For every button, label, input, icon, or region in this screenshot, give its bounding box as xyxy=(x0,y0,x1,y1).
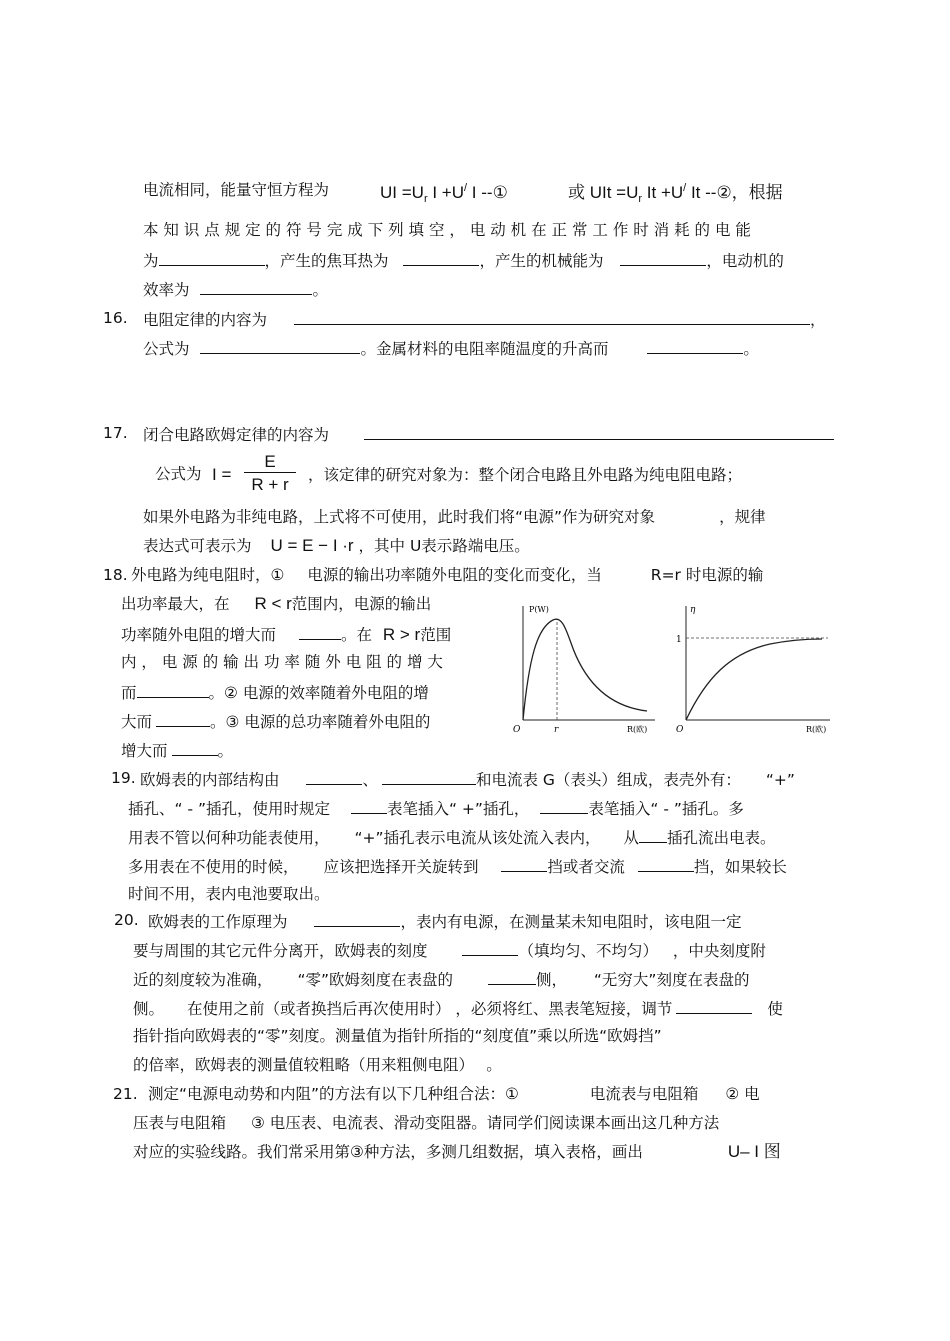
blank-efficiency-trend[interactable] xyxy=(156,710,210,727)
origin-label: O xyxy=(676,725,684,735)
text: ，必须将红、黑表笔短接，调节 xyxy=(455,1000,673,1018)
blank-jack[interactable] xyxy=(639,826,667,843)
q20-line2 xyxy=(133,939,766,961)
text: 。 xyxy=(217,742,234,760)
eq-part: I +U xyxy=(432,183,464,202)
blank-power-trend-1[interactable] xyxy=(299,623,341,640)
q17-line3 xyxy=(143,507,766,527)
blank-joule-heat[interactable] xyxy=(403,249,479,266)
text: 效率为 xyxy=(143,281,190,299)
q21-line1 xyxy=(148,1084,760,1104)
text: 。 xyxy=(312,281,328,299)
text: 公式为 xyxy=(143,340,190,358)
text: ，产生的焦耳热为 xyxy=(264,252,389,270)
text: 插孔、“ - ”插孔，使用时规定 xyxy=(128,800,331,818)
r-mark-label: r xyxy=(554,725,559,735)
q18-line2 xyxy=(121,594,431,614)
text: 而 xyxy=(121,684,137,702)
eq-part: It --②，根据 xyxy=(690,183,783,202)
blank-efficiency[interactable] xyxy=(200,278,312,295)
q19-line3 xyxy=(128,826,775,848)
power-vs-resistance-graph xyxy=(505,598,665,740)
text: 压表与电阻箱 xyxy=(133,1114,227,1132)
q20-line3 xyxy=(133,968,749,990)
text: U– I 图 xyxy=(727,1142,781,1161)
text: 范围内，电源的输出 xyxy=(291,595,432,613)
text: 和电流表 G（表头）组成，表壳外有： xyxy=(475,771,741,789)
text: 功率随外电阻的增大而 xyxy=(121,626,277,644)
q16-number: 16. xyxy=(103,309,128,327)
q18-number: 18. xyxy=(103,566,128,584)
q21-number: 21. xyxy=(113,1085,138,1103)
q17-formula-I: I = xyxy=(212,465,232,484)
text: 的倍率，欧姆表的测量值较粗略（用来粗侧电阻） xyxy=(133,1056,467,1074)
eq-sup: / xyxy=(683,182,687,194)
p15-line2: 本 知 识 点 规 定 的 符 号 完 成 下 列 填 空 ， 电 动 机 在 正 常 工 作 时 消 耗 的 电 能 xyxy=(143,221,751,239)
q19-line4 xyxy=(128,855,787,877)
text: 电流表与电阻箱 xyxy=(589,1085,699,1103)
text: ② 电 xyxy=(725,1085,760,1103)
q20-number: 20. xyxy=(114,911,139,929)
text: 表笔插入“ - ”插孔。多 xyxy=(588,800,744,818)
blank-closed-circuit-law[interactable] xyxy=(364,423,834,440)
text: 使 xyxy=(767,1000,783,1018)
text: 大而 xyxy=(121,713,153,731)
q18-line7 xyxy=(121,739,233,761)
y-axis-label: η xyxy=(690,605,696,615)
blank-power-trend-2[interactable] xyxy=(137,681,209,698)
blank-ac-range[interactable] xyxy=(638,855,694,872)
q18-line6 xyxy=(121,710,430,732)
x-axis-label: R(欧) xyxy=(627,725,648,734)
q19-number: 19. xyxy=(111,769,136,787)
text: （填均匀、不均匀） xyxy=(518,942,658,960)
text: 、 xyxy=(362,771,378,789)
q20-line1 xyxy=(148,910,741,932)
q21-line3 xyxy=(133,1142,781,1162)
q20-line6 xyxy=(133,1055,502,1075)
q18-line4: 内 ， 电 源 的 输 出 功 率 随 外 电 阻 的 增 大 xyxy=(121,653,443,671)
text: 挡或者交流 xyxy=(547,858,625,876)
text: ， xyxy=(809,311,826,329)
text: 多用表在不使用的时候， xyxy=(128,858,299,876)
text: “无穷大”刻度在表盘的 xyxy=(593,971,750,989)
text: 侧。 xyxy=(133,1000,165,1018)
blank-resistance-law[interactable] xyxy=(294,308,810,325)
p15-line1 xyxy=(143,180,329,200)
text: 在使用之前（或者换挡后再次使用时） xyxy=(186,1000,451,1018)
origin-label: O xyxy=(513,725,521,735)
text: 电源的输出功率随外电阻的变化而变化，当 xyxy=(307,566,602,584)
text: 挡，如果较长 xyxy=(693,858,787,876)
text: ，表内有电源，在测量某未知电阻时，该电阻一定 xyxy=(400,913,742,931)
q18-line1 xyxy=(131,565,763,585)
eq-part: I --① xyxy=(471,183,508,202)
y-axis-label: P(W) xyxy=(529,605,549,614)
text: 外电路为纯电阻时，① xyxy=(131,566,285,584)
text: ，中央刻度附 xyxy=(672,942,766,960)
eq-part: 或 UIt =U xyxy=(568,183,639,202)
blank-ohm-part-2[interactable] xyxy=(382,768,476,785)
fraction-denominator: R + r xyxy=(251,475,289,494)
blank-electric-energy[interactable] xyxy=(159,249,265,266)
q17-fraction xyxy=(244,452,296,497)
q17-formula-label: 公式为 xyxy=(155,465,202,483)
q18-line3 xyxy=(121,623,451,645)
text: 。② 电源的效率随着外电阻的增 xyxy=(208,684,429,702)
text: 为 xyxy=(143,252,159,270)
text: 增大而 xyxy=(121,742,168,760)
blank-ohm-part-1[interactable] xyxy=(306,768,362,785)
eq-sub: r xyxy=(638,193,643,205)
text: 闭合电路欧姆定律的内容为 xyxy=(143,426,330,444)
text: “零”欧姆刻度在表盘的 xyxy=(297,971,454,989)
q16-line1 xyxy=(143,308,825,330)
text: 从 xyxy=(623,829,639,847)
eq-terminal-voltage: U = E − I ·r xyxy=(270,536,354,555)
text: 插孔流出电表。 xyxy=(666,829,776,847)
text: 表笔插入“ +”插孔， xyxy=(386,800,530,818)
q20-line5: 指针指向欧姆表的“零”刻度。测量值为指针所指的“刻度值”乘以所选“欧姆挡” xyxy=(133,1027,662,1045)
text: ，其中 U表示路端电压。 xyxy=(358,537,530,555)
text: 测定“电源电动势和内阻”的方法有以下几种组合法：① xyxy=(148,1085,519,1103)
text: 侧， xyxy=(535,971,567,989)
text: 。在 xyxy=(340,626,372,644)
blank-mechanical-energy[interactable] xyxy=(620,249,706,266)
text: “+”插孔表示电流从该处流入表内， xyxy=(354,829,601,847)
eq-part: UI =U xyxy=(380,183,424,202)
text: 范围 xyxy=(420,626,452,644)
blank-scale-uniformity[interactable] xyxy=(462,939,518,956)
eq-r-less: R < r xyxy=(254,594,292,613)
one-mark-label: 1 xyxy=(676,635,682,645)
text: 欧姆表的工作原理为 xyxy=(148,913,288,931)
blank-zero-side[interactable] xyxy=(488,968,536,985)
eq-part: It +U xyxy=(646,183,684,202)
text: 用表不管以何种功能表使用， xyxy=(128,829,330,847)
power-curve xyxy=(523,619,647,720)
text: 。 xyxy=(486,1056,502,1074)
eq-sup: / xyxy=(464,182,468,194)
text: “+” xyxy=(765,771,795,789)
efficiency-curve xyxy=(686,639,822,720)
text: 如果外电路为非纯电路，上式将不可使用，此时我们将“电源”作为研究对象 xyxy=(143,508,656,526)
text: 表达式可表示为 xyxy=(143,537,252,555)
efficiency-vs-resistance-graph xyxy=(670,598,840,740)
blank-total-power-trend[interactable] xyxy=(172,739,218,756)
x-axis-label: R(欧) xyxy=(806,725,827,734)
blank-resistivity-trend[interactable] xyxy=(647,337,743,354)
text: ③ 电压表、电流表、滑动变阻器。请同学们阅读课本画出这几种方法 xyxy=(250,1114,720,1132)
q16-line2 xyxy=(143,337,759,359)
text: 电阻定律的内容为 xyxy=(143,311,268,329)
text: 应该把选择开关旋转到 xyxy=(323,858,479,876)
text: R=r 时电源的输 xyxy=(650,566,764,584)
blank-zero-adjust[interactable] xyxy=(676,997,752,1014)
text: ，电动机的 xyxy=(706,252,784,270)
p15-line3 xyxy=(143,249,784,271)
text: 欧姆表的内部结构由 xyxy=(140,771,280,789)
p15-equation-1 xyxy=(380,178,508,209)
fraction-numerator: E xyxy=(264,452,276,471)
text: 要与周围的其它元件分离开，欧姆表的刻度 xyxy=(133,942,428,960)
q19-line2 xyxy=(128,797,744,819)
blank-ohmmeter-principle[interactable] xyxy=(314,910,400,927)
eq-sub: r xyxy=(423,193,428,205)
q18-line5 xyxy=(121,681,429,703)
text: 。③ 电源的总功率随着外电阻的 xyxy=(210,713,431,731)
q17-line4 xyxy=(143,536,530,556)
text: 。金属材料的电阻率随温度的升高而 xyxy=(360,340,609,358)
blank-switch-position[interactable] xyxy=(501,855,547,872)
p15-text: 电流相同，能量守恒方程为 xyxy=(143,181,330,199)
q17-number: 17. xyxy=(103,424,128,442)
q20-line4 xyxy=(133,997,783,1019)
p15-line4 xyxy=(143,278,328,300)
q19-line5: 时间不用，表内电池要取出。 xyxy=(128,885,330,903)
q21-line2 xyxy=(133,1113,719,1133)
text: ，产生的机械能为 xyxy=(479,252,604,270)
text: 出功率最大，在 xyxy=(121,595,230,613)
text: 。 xyxy=(743,340,759,358)
p15-equation-2 xyxy=(568,178,783,209)
text: ，规律 xyxy=(719,508,766,526)
q19-line1 xyxy=(140,768,795,790)
q17-line2-rest: ，该定律的研究对象为：整个闭合电路且外电路为纯电阻电路； xyxy=(308,466,743,484)
text: 对应的实验线路。我们常采用第③种方法，多测几组数据，填入表格，画出 xyxy=(133,1143,643,1161)
blank-probe-color-1[interactable] xyxy=(351,797,387,814)
blank-probe-color-2[interactable] xyxy=(540,797,588,814)
eq-r-greater: R > r xyxy=(382,625,421,644)
text: 近的刻度较为准确， xyxy=(133,971,273,989)
blank-formula[interactable] xyxy=(200,337,360,354)
q17-line1 xyxy=(143,423,834,445)
